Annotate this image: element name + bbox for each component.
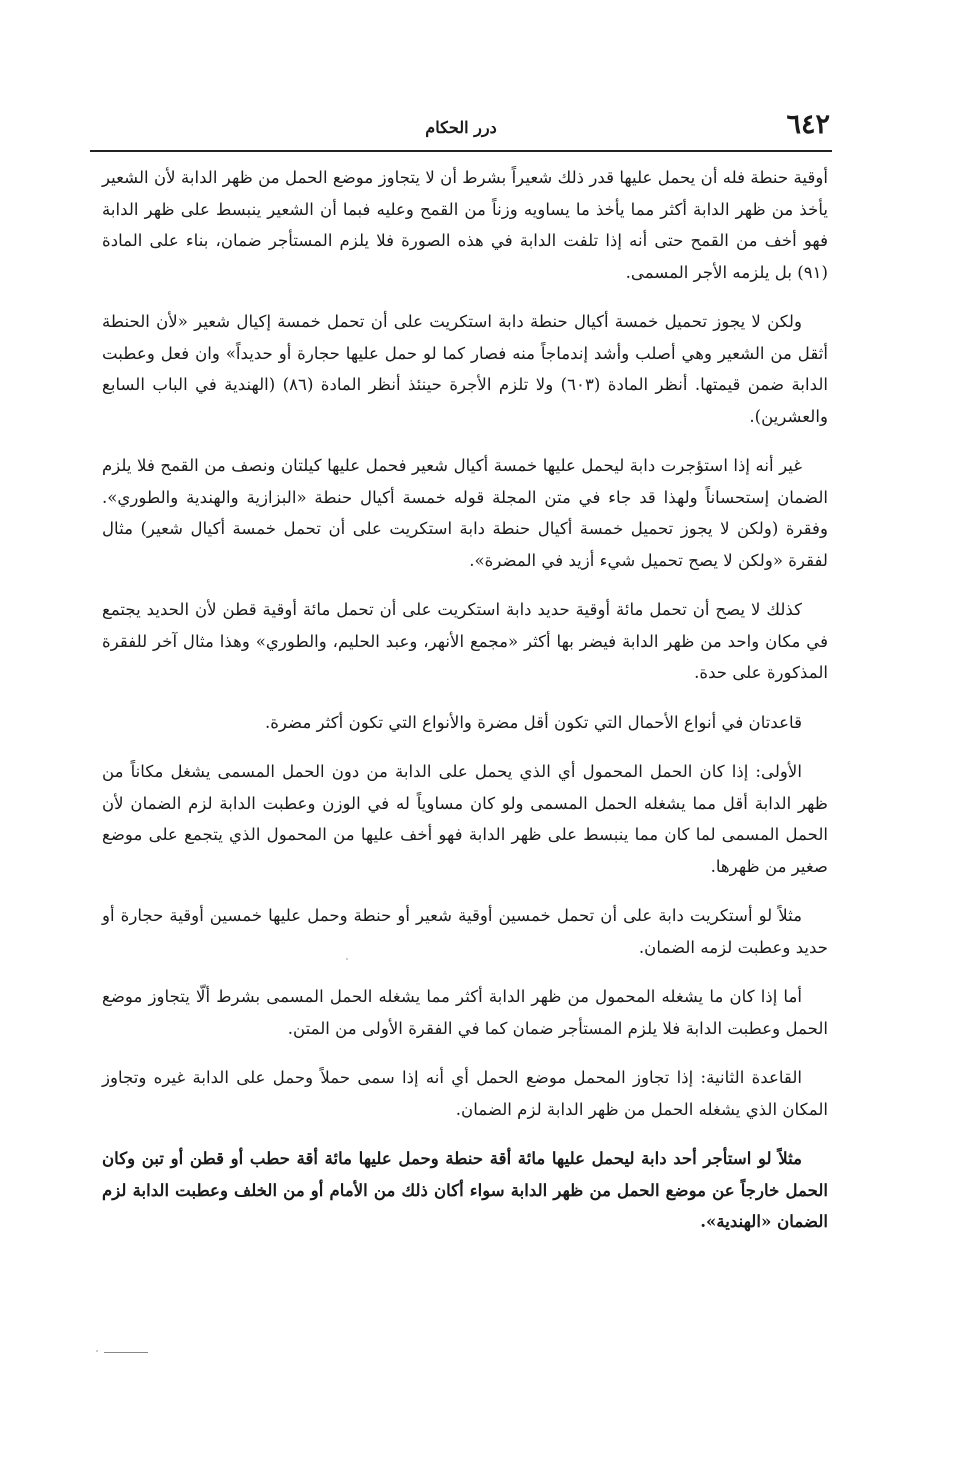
paragraph-second-rule-example: مثلاً لو استأجر أحد دابة ليحمل عليها مائة أقة حنطة وحمل عليها مائة أقة حطب أو قطن أو تبن وكان الحمل خارجاً عن موضع الحمل من ظهر الدابة سواء أكان ذلك من الأمام أو من الخلف وعطبت الدابة لزم الضمان «الهندية». [102, 1148, 828, 1231]
paragraph-iron-cotton: كذلك لا يصح أن تحمل مائة أوقية حديد دابة استكريت على أن تحمل مائة أوقية قطن لأن الحديد يجتمع في مكان واحد من ظهر الدابة فيضر بها أكثر «مجمع الأنهر، وعبد الحليم، والطوري» وهذا مثال آخر للفقرة المذكورة على حدة. [102, 600, 828, 682]
body-text [102, 162, 828, 1256]
page-number: ٦٤٢ [786, 109, 830, 140]
paragraph-two-rules-heading: قاعدتان في أنواع الأحمال التي تكون أقل مضرة والأنواع التي تكون أكثر مضرة. [264, 712, 802, 732]
scan-speck [346, 958, 348, 960]
paragraph-first-rule-example: مثلاً لو أستكريت دابة على أن تحمل خمسين أوقية شعير أو حنطة وحمل عليها خمسين أوقية حجارة أو حديد وعطبت لزمه الضمان. [102, 906, 828, 957]
footnote-rule [104, 1352, 148, 1353]
paragraph-istihsan: غير أنه إذا استؤجرت دابة ليحمل عليها خمسة أكيال شعير فحمل عليها كيلتان ونصف من القمح فلا يلزم الضمان إستحساناً ولهذا قد جاء في متن المجلة قوله خمسة أكيال حنطة «البزازية والهندية والطوري». وفقرة (ولكن لا يجوز تحميل خمسة أكيال حنطة دابة استكريت على أن تحمل خمسة أكيال شعير) مثال لفقرة «ولكن لا يصح تحميل شيء أزيد في المضرة». [102, 456, 828, 570]
header-rule [90, 150, 832, 152]
paragraph-wheat-barley: ولكن لا يجوز تحميل خمسة أكيال حنطة دابة استكريت على أن تحمل خمسة إكيال شعير «لأن الحنطة أثقل من الشعير وهي أصلب وأشد إندماجاً منه فصار كما لو حمل عليها حجارة أو حديداً» وان فعل وعطبت الدابة ضمن قيمتها. أنظر المادة (٦٠٣) ولا تلزم الأجرة حينئذ أنظر المادة (٨٦) (الهندية في الباب السابع والعشرين). [102, 312, 828, 426]
paragraph-continuation: أوقية حنطة فله أن يحمل عليها قدر ذلك شعيراً بشرط أن لا يتجاوز موضع الحمل من ظهر الدابة لأن الشعير يأخذ من ظهر الدابة أكثر مما يأخذ ما يساويه وزناً من القمح وعليه فبما أن الشعير ينبسط على ظهر الدابة فهو أخف من القمح حتى أنه إذا تلفت الدابة في هذه الصورة فلا يلزم المستأجر ضمان، بناء على المادة (٩١) بل يلزمه الأجر المسمى. [102, 168, 828, 282]
paragraph-first-rule: الأولى: إذا كان الحمل المحمول أي الذي يحمل على الدابة من دون الحمل المسمى يشغل مكاناً من ظهر الدابة أقل مما يشغله الحمل المسمى ولو كان مساوياً له في الوزن وعطبت الدابة لزم الضمان لأن الحمل المسمى لما كان مما ينبسط على ظهر الدابة فهو أخف عليها من المحمول الذي يتجمع على موضع صغير من ظهرها. [102, 762, 828, 876]
page-header [92, 108, 830, 148]
paragraph-first-rule-exception: أما إذا كان ما يشغله المحمول من ظهر الدابة أكثر مما يشغله الحمل المسمى بشرط ألّا يتجاوز موضع الحمل وعطبت الدابة فلا يلزم المستأجر ضمان كما في الفقرة الأولى من المتن. [102, 987, 828, 1038]
paragraph-second-rule: القاعدة الثانية: إذا تجاوز المحمل موضع الحمل أي أنه إذا سمى حملاً وحمل على الدابة غيره وتجاوز المكان الذي يشغله الحمل من ظهر الدابة لزم الضمان. [102, 1068, 828, 1119]
scan-speck [96, 1350, 98, 1352]
running-title: درر الحكام [425, 118, 497, 137]
